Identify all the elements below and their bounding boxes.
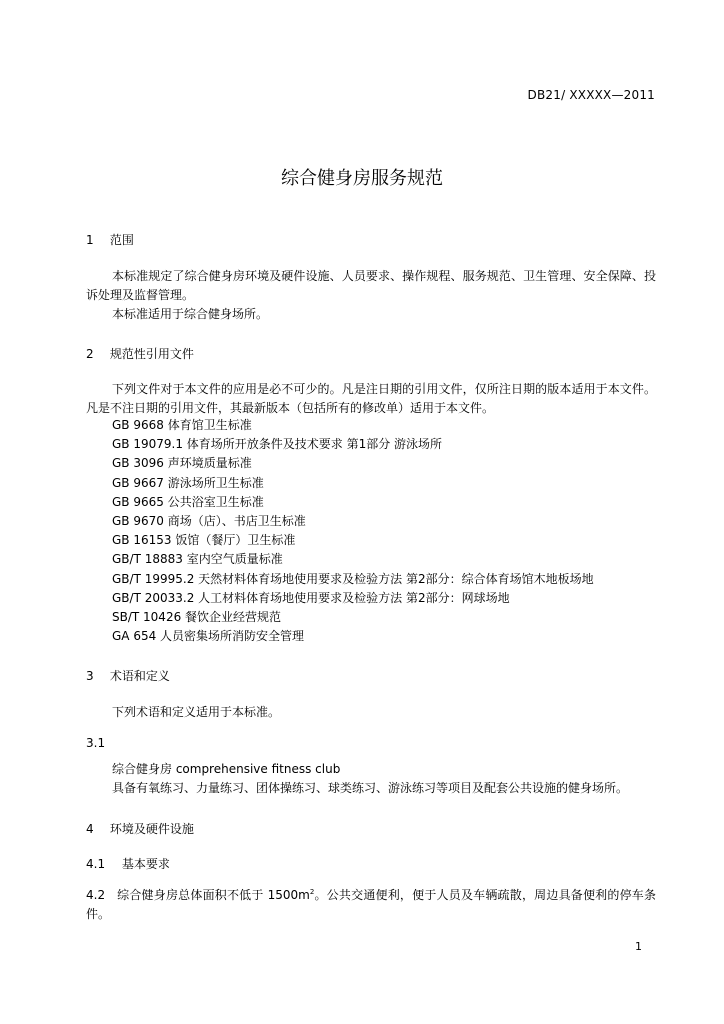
subsection-number: 4.2 <box>86 888 106 902</box>
reference-item: GB 9665 公共浴室卫生标准 <box>112 494 264 509</box>
section-3-paragraph-1: 下列术语和定义适用于本标准。 <box>112 705 281 719</box>
reference-item: GB 9670 商场（店）、书店卫生标准 <box>112 513 306 528</box>
section-title: 规范性引用文件 <box>109 347 194 361</box>
subsection-4-1-heading <box>86 855 656 872</box>
section-number: 4 <box>86 822 94 836</box>
section-1-paragraph-2: 本标准适用于综合健身场所。 <box>112 307 269 321</box>
section-2-paragraph-1: 下列文件对于本文件的应用是必不可少的。凡是注日期的引用文件，仅所注日期的版本适用于本文件。凡是不注日期的引用文件，其最新版本（包括所有的修改单）适用于本文件。 <box>86 382 656 415</box>
section-2-heading <box>86 345 656 362</box>
term-definition: 具备有氧练习、力量练习、团体操练习、球类练习、游泳练习等项目及配套公共设施的健身场所。 <box>112 781 629 796</box>
reference-item: GB 16153 饭馆（餐厅）卫生标准 <box>112 533 296 548</box>
superscript-exponent: 2 <box>309 888 315 896</box>
reference-item: GA 654 人员密集场所消防安全管理 <box>112 629 305 644</box>
reference-item: GB 9667 游泳场所卫生标准 <box>112 475 264 490</box>
reference-item: GB/T 18883 室内空气质量标准 <box>112 552 283 567</box>
section-title: 范围 <box>109 233 134 247</box>
section-4-heading <box>86 820 656 837</box>
subsection-3-1-number: 3.1 <box>86 736 106 750</box>
subsection-4-2-paragraph <box>86 883 656 924</box>
reference-list <box>112 416 672 646</box>
term-name: 综合健身房 comprehensive fitness club <box>112 762 341 776</box>
reference-item: SB/T 10426 餐饮企业经营规范 <box>112 609 282 624</box>
section-number: 3 <box>86 669 94 683</box>
paragraph-text-a: 综合健身房总体面积不低于 1500m <box>117 888 310 902</box>
reference-item: GB/T 20033.2 人工材料体育场地使用要求及检验方法 第2部分：网球场地 <box>112 590 510 605</box>
paragraph-text-b: 。公共交通便利，便于人员及车辆疏散，周边具备便利的停车条件。 <box>86 888 656 921</box>
section-3-heading <box>86 667 656 684</box>
term-entry <box>112 760 672 798</box>
page-number: 1 <box>635 940 642 953</box>
subsection-number: 4.1 <box>86 857 106 871</box>
section-number: 1 <box>86 233 94 247</box>
section-1-heading <box>86 231 656 248</box>
reference-item: GB/T 19995.2 天然材料体育场地使用要求及检验方法 第2部分：综合体育场馆木地板场地 <box>112 571 594 586</box>
section-title: 环境及硬件设施 <box>109 822 194 836</box>
section-number: 2 <box>86 347 94 361</box>
document-title: 综合健身房服务规范 <box>281 168 443 189</box>
section-1-paragraph-1: 本标准规定了综合健身房环境及硬件设施、人员要求、操作规程、服务规范、卫生管理、安全保障、投诉处理及监督管理。 <box>86 269 656 302</box>
reference-item: GB 19079.1 体育场所开放条件及技术要求 第1部分 游泳场所 <box>112 437 443 452</box>
subsection-title: 基本要求 <box>121 857 170 871</box>
document-code: DB21/ XXXXX—2011 <box>527 88 655 102</box>
section-title: 术语和定义 <box>109 669 170 683</box>
reference-item: GB 9668 体育馆卫生标准 <box>112 418 252 432</box>
reference-item: GB 3096 声环境质量标准 <box>112 456 252 471</box>
